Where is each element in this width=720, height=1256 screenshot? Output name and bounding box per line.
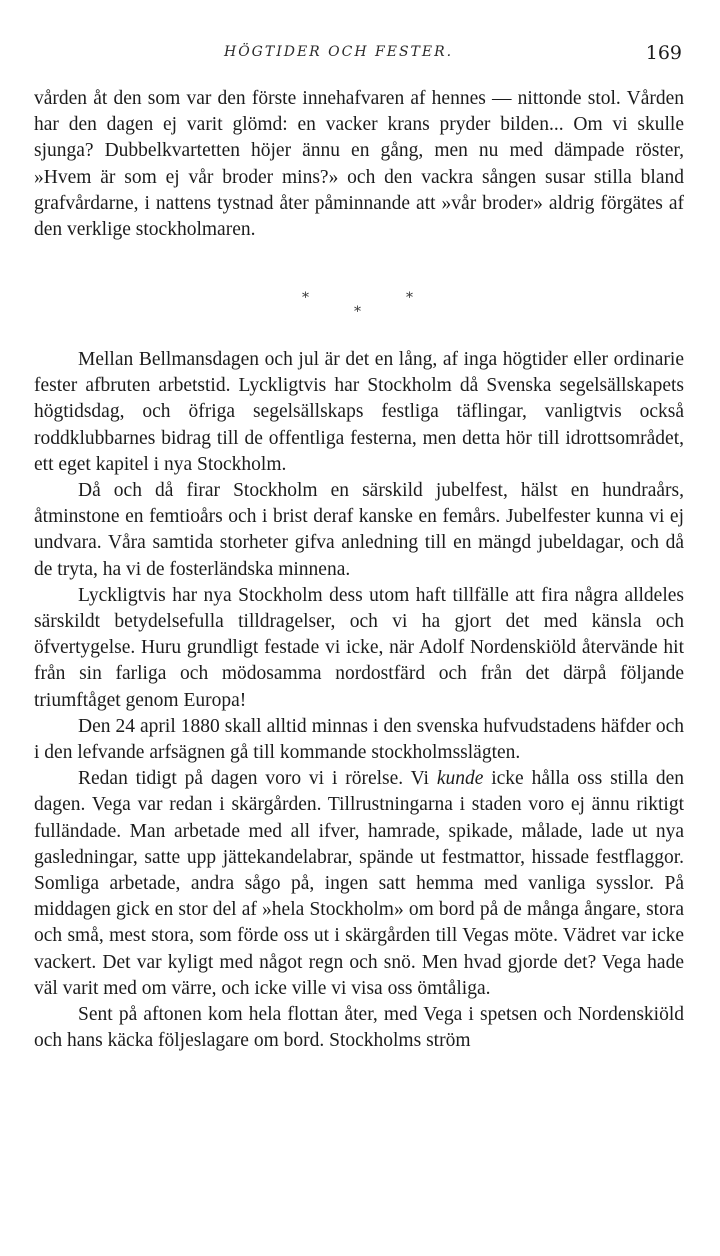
paragraph-text: Redan tidigt på dagen voro vi i rörelse. Vi	[78, 768, 437, 790]
paragraph-text: icke hålla oss stilla den dagen. Vega var redan i skärgården. Tillrustningarna i staden voro ej ännu riktigt fulländade. Man arbetade med all ifver, hamrade, spikade, målade, lade ut nya gasledningar, satte upp jättekandelabrar, spände ut festmattor, hissade festflaggor. Somliga arbetade, andra sågo på, ingen satt hemma med vanliga sysslor. På middagen gick en stor del af »hela Stockholm» om bord på de många ångare, stora och små, mest stora, som förde oss ut i skärgården till Vegas möte. Vädret var icke vackert. Det var kyligt med något regn och snö. Men hvad gjorde det? Vega hade väl varit med om värre, och icke ville vi visa oss ömtåliga.	[34, 768, 685, 999]
asterisk-mark: *	[354, 304, 361, 320]
paragraph: Den 24 april 1880 skall alltid minnas i den svenska hufvudstadens häfder och i den lefvande arfsägnen gå till kommande stockholmsslägten.	[34, 715, 684, 764]
paragraph: Då och då firar Stockholm en särskild jubelfest, hälst en hundraårs, åtminstone en femtioårs och i brist deraf kanske en femårs. Jubelfester kunna vi ej undvara. Våra samtida storheter gifva anledning till en mängd jubeldagar, och då de tryta, ha vi de fosterländska minnena.	[34, 480, 684, 580]
asterisk-mark: *	[406, 290, 413, 306]
running-header	[0, 44, 720, 72]
paragraph: vården åt den som var den förste innehafvaren af hennes — nittonde stol. Vården har den dagen ej varit glömd: en vacker krans pryder bilden... Om vi skulle sjunga? Dubbelkvartetten höjer ännu en gång, men nu med dämpade röster, »Hvem är som ej vår broder mins?» och den vackra sången susar stilla bland grafvårdarne, i nattens tystnad åter påminnande att »vår broder» aldrig förgätes af den verklige stockholmaren.	[34, 88, 684, 241]
paragraph: Mellan Bellmansdagen och jul är det en lång, af inga högtider eller ordinarie fester afbruten arbetstid. Lyckligtvis har Stockholm då Svenska segelsällskapets högtidsdag, och öfriga segelsällskaps festliga täflingar, vanligtvis också roddklubbarnes bidrag till de offentliga festerna, men detta hör till idrottsområdet, ett eget kapitel i nya Stockholm.	[34, 349, 684, 475]
text-block-continuation	[34, 86, 684, 243]
paragraph: Lyckligtvis har nya Stockholm dess utom haft tillfälle att fira några alldeles särskildt betydelsefulla tilldragelser, och vi ha gjort det med känsla och öfvertygelse. Huru grundligt festade vi icke, när Adolf Nordenskiöld återvände hit från sin farliga och mödosamma nordostfärd och från det därpå följande triumftåget genom Europa!	[34, 584, 684, 711]
section-separator-asterism	[290, 290, 430, 326]
page-number: 169	[645, 42, 682, 64]
paragraph	[34, 766, 684, 1002]
running-title: HÖGTIDER OCH FESTER.	[224, 44, 454, 60]
paragraph: Sent på aftonen kom hela flottan åter, med Vega i spetsen och Nordenskiöld och hans käcka följeslagare om bord. Stockholms ström	[34, 1004, 684, 1052]
asterisk-mark: *	[302, 290, 309, 306]
emphasized-word: kunde	[436, 768, 484, 790]
text-block-main	[34, 347, 684, 1054]
